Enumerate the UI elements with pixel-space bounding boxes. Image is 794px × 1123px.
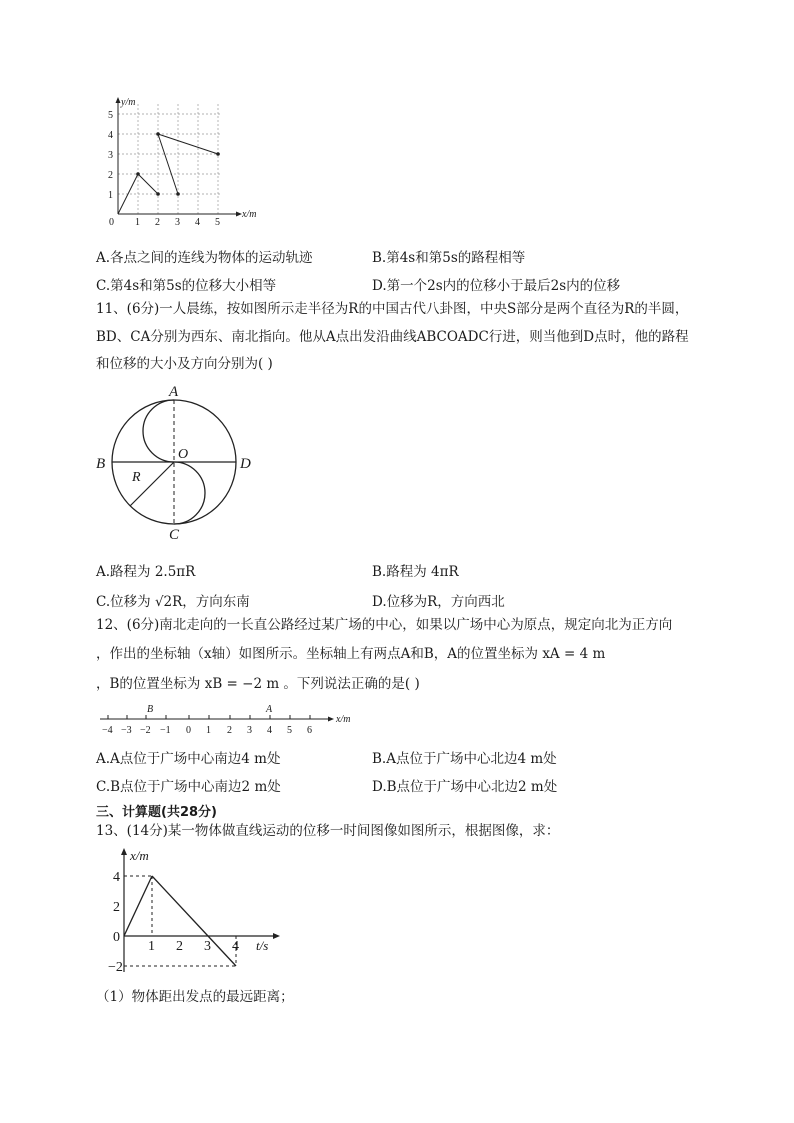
- x-tick: 4: [195, 217, 200, 228]
- number-line-figure: [96, 700, 366, 740]
- axis-tick: −4: [102, 725, 113, 736]
- q11-option-b[interactable]: B.路程为 4πR: [372, 564, 459, 580]
- q11-option-a[interactable]: A.路程为 2.5πR: [96, 564, 196, 580]
- y-tick-label: −2: [108, 960, 123, 975]
- x-tick: 3: [175, 217, 180, 228]
- y-tick-label: 4: [113, 870, 120, 885]
- point-d-label: D: [240, 456, 251, 472]
- y-tick-label: 0: [113, 930, 120, 945]
- axis-tick: 1: [206, 725, 211, 736]
- axis-tick: 2: [227, 725, 232, 736]
- q12-text-line2: ，作出的坐标轴（x轴）如图所示。坐标轴上有两点A和B，A的位置坐标为 xA = 4 m: [96, 646, 606, 662]
- radius-label: R: [132, 470, 141, 485]
- q12-option-c[interactable]: C.B点位于广场中心南边2 m处: [96, 779, 281, 795]
- y-axis-label: y/m: [121, 97, 136, 108]
- y-tick: 5: [108, 110, 113, 121]
- axis-tick: 3: [247, 725, 252, 736]
- q11-option-c-body: √2R，方向东南: [154, 594, 250, 610]
- q12-option-b[interactable]: B.A点位于广场中心北边4 m处: [372, 751, 557, 767]
- series-segment: [152, 876, 208, 936]
- point-b-label: B: [96, 456, 106, 472]
- q12-text-line1: 12、(6分)南北走向的一长直公路经过某广场的中心，如果以广场中心为原点，规定向北为正方向: [96, 617, 673, 633]
- xt-graph: [108, 844, 288, 980]
- q12-option-a[interactable]: A.A点位于广场中心南边4 m处: [96, 751, 281, 767]
- axis-tick: 6: [307, 725, 312, 736]
- point-b-label: B: [147, 704, 154, 715]
- y-axis-label: x/m: [130, 848, 149, 863]
- section-title: 三、计算题(共28分): [96, 805, 217, 820]
- q11-option-c[interactable]: [96, 590, 250, 610]
- x-tick-label: 2: [176, 939, 183, 954]
- q11-text-line2: BD、CA分别为西东、南北指向。他从A点出发沿曲线ABCOADC行进，则当他到D点时，他的路程: [96, 329, 689, 345]
- axis-tick: 4: [267, 725, 272, 736]
- q10-option-d[interactable]: D.第一个2s内的位移小于最后2s内的位移: [372, 278, 621, 294]
- x-tick-label: 1: [148, 939, 155, 954]
- q13-sub-question-1: （1）物体距出发点的最远距离；: [96, 989, 294, 1005]
- origin-label: 0: [109, 217, 114, 228]
- x-tick-label: 3: [204, 939, 211, 954]
- q12-text-line3: ，B的位置坐标为 xB = −2 m 。下列说法正确的是( ): [96, 676, 420, 692]
- q11-text-line1: 11、(6分)一人晨练，按如图所示走半径为R的中国古代八卦图，中央S部分是两个直径为R的半圆，: [96, 301, 689, 317]
- axis-tick: 0: [186, 725, 191, 736]
- axis-tick: −1: [160, 725, 171, 736]
- q10-option-b[interactable]: B.第4s和第5s的路程相等: [372, 250, 526, 266]
- axis-tick: −3: [121, 725, 132, 736]
- q11-option-c-prefix: C.位移为: [96, 594, 155, 610]
- grid-lines: [118, 104, 220, 214]
- x-axis-label: t/s: [256, 938, 269, 953]
- q13-text-line1: 13、(14分)某一物体做直线运动的位移一时间图像如图所示，根据图像，求：: [96, 823, 560, 839]
- x-tick: 1: [135, 217, 140, 228]
- center-o-label: O: [178, 447, 189, 462]
- q11-text-line3: 和位移的大小及方向分别为( ): [96, 356, 273, 372]
- displacement-grid-figure: [100, 94, 270, 234]
- y-tick: 4: [108, 130, 113, 141]
- y-tick-label: 2: [113, 900, 120, 915]
- q10-option-c[interactable]: C.第4s和第5s的位移大小相等: [96, 278, 277, 294]
- y-tick: 2: [108, 170, 113, 181]
- axis-label: x/m: [336, 714, 351, 725]
- x-tick: 2: [155, 217, 160, 228]
- q10-option-a[interactable]: A.各点之间的连线为物体的运动轨迹: [96, 250, 313, 266]
- y-tick: 3: [108, 150, 113, 161]
- q11-option-d[interactable]: D.位移为R，方向西北: [372, 594, 505, 610]
- x-tick: 5: [215, 217, 220, 228]
- x-axis-label: x/m: [242, 209, 257, 220]
- q12-option-d[interactable]: D.B点位于广场中心北边2 m处: [372, 779, 558, 795]
- series-segment: [124, 876, 152, 936]
- axis-tick: 5: [287, 725, 292, 736]
- y-tick: 1: [108, 190, 113, 201]
- point-a-label: A: [266, 704, 273, 715]
- bagua-diagram: [92, 382, 262, 544]
- x-tick-label: 4: [232, 939, 239, 954]
- axis-tick: −2: [140, 725, 151, 736]
- point-c-label: C: [169, 527, 180, 543]
- point-a-label: A: [169, 384, 179, 400]
